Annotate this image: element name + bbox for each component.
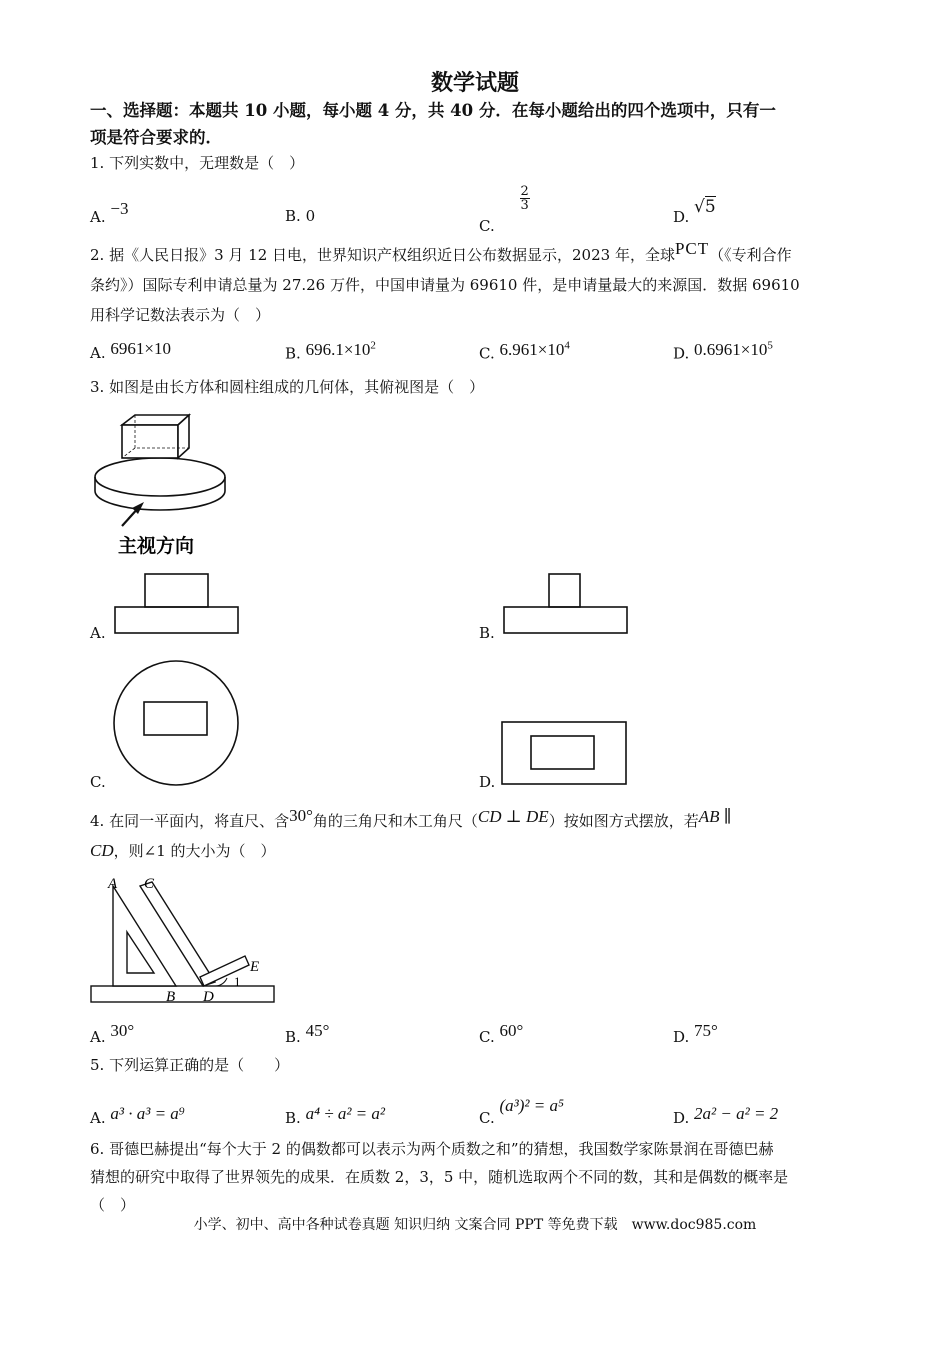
q2-line2: 条约》）国际专利申请总量为 27.26 万件，中国申请量为 69610 件，是申请量最大的来源国．数据 69610 — [90, 276, 800, 294]
q3-option-d-label[interactable]: D. — [479, 773, 496, 791]
q1-option-c[interactable]: C. $\frac{2}{3}$ — [479, 184, 529, 235]
svg-text:B: B — [166, 989, 176, 1005]
q2-option-c[interactable]: C. $6.961\times 10^4$ — [479, 339, 570, 363]
q5-option-d[interactable]: D. 2a² − a² = 2 — [673, 1104, 779, 1127]
svg-text:D: D — [203, 989, 214, 1005]
sqrt: √5 — [694, 197, 716, 217]
q4-figure — [88, 874, 278, 1006]
q2-option-d[interactable]: D. $0.6961\times 10^5$ — [673, 339, 773, 363]
section-heading-line2: 项是符合要求的． — [90, 128, 222, 147]
q5-option-a[interactable]: A. a³ · a³ = a⁹ — [90, 1104, 185, 1127]
question-3-stem: 3. 如图是由长方体和圆柱组成的几何体，其俯视图是（ ） — [90, 378, 485, 396]
q1-option-a[interactable]: A. −3 — [90, 199, 129, 226]
q3-option-d-figure[interactable] — [499, 719, 631, 789]
q5-option-c[interactable]: C. (a³)² = a⁵ — [479, 1096, 564, 1127]
q3-option-c-label[interactable]: C. — [90, 773, 106, 791]
section-heading — [90, 97, 860, 151]
q2-line3: 用科学记数法表示为（ ） — [90, 306, 271, 324]
svg-text:C: C — [144, 876, 155, 892]
q3-option-b-label[interactable]: B. — [479, 624, 495, 642]
q6-line3: （ ） — [90, 1196, 136, 1214]
svg-text:A: A — [108, 876, 118, 892]
q3-option-b-figure[interactable] — [501, 572, 631, 636]
section-heading-line1: 一、选择题：本题共 10 小题，每小题 4 分，共 40 分．在每小题给出的四个选项中，只有一 — [90, 101, 776, 120]
svg-text:1: 1 — [234, 974, 241, 989]
q4-option-a[interactable]: A. 30° — [90, 1021, 135, 1046]
q4-line2: CD，则∠1 的大小为（ ） — [90, 841, 276, 860]
question-1-stem: 1. 下列实数中，无理数是（ ） — [90, 154, 305, 172]
question-2-stem — [90, 240, 862, 330]
q4-line1: 4. 在同一平面内，将直尺、含30°角的三角尺和木工角尺（CD ⊥ DE）按如图方式摆放，若AB ∥ — [90, 806, 732, 830]
fraction: $\frac{2}{3}$ — [520, 184, 529, 213]
footer-note: 小学、初中、高中各种试卷真题 知识归纳 文案合同 PPT 等免费下载 www.doc985.com — [193, 1217, 757, 1233]
question-4-stem — [90, 806, 862, 866]
q2-option-b[interactable]: B. $696.1\times 10^2$ — [285, 339, 376, 363]
q3-option-c-figure[interactable] — [110, 657, 242, 789]
q3-option-a-label[interactable]: A. — [90, 624, 106, 642]
q5-option-b[interactable]: B. a⁴ ÷ a² = a² — [285, 1104, 385, 1127]
q4-option-c[interactable]: C. 60° — [479, 1021, 524, 1046]
q2-option-a[interactable]: A. 6961×10 — [90, 339, 171, 362]
svg-text:E: E — [250, 959, 260, 975]
direction-label: 主视方向 — [118, 536, 195, 557]
question-5-stem: 5. 下列运算正确的是（ ） — [90, 1056, 290, 1074]
q1-option-d[interactable]: D. √5 — [673, 197, 716, 226]
solid-figure — [88, 408, 238, 560]
q2-line1: 2. 据《人民日报》3 月 12 日电，世界知识产权组织近日公布数据显示，2023 年，全球PCT（《专利合作 — [90, 239, 792, 264]
q1-option-b[interactable]: B. 0 — [285, 207, 316, 225]
q6-line1: 6. 哥德巴赫提出“每个大于 2 的偶数都可以表示为两个质数之和”的猜想，我国数学家陈景润在哥德巴赫 — [90, 1140, 774, 1158]
question-6-stem — [90, 1135, 862, 1219]
q4-option-b[interactable]: B. 45° — [285, 1021, 330, 1046]
q3-option-a-figure[interactable] — [112, 572, 242, 636]
q4-option-d[interactable]: D. 75° — [673, 1021, 718, 1046]
page-title: 数学试题 — [430, 70, 519, 96]
q6-line2: 猜想的研究中取得了世界领先的成果．在质数 2，3，5 中，随机选取两个不同的数，其和是偶数的概率是 — [90, 1168, 789, 1186]
